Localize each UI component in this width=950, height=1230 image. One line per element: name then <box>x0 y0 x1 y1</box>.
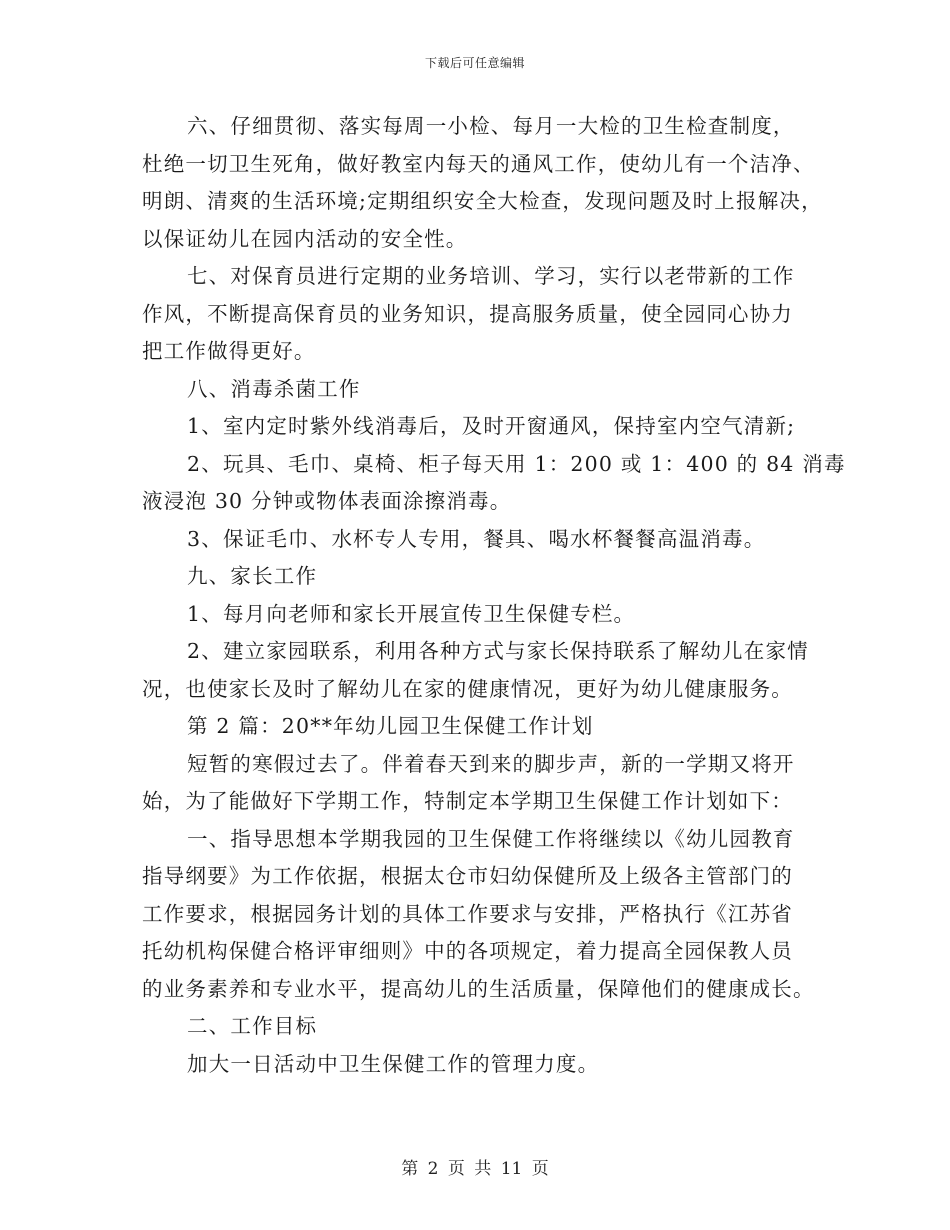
text-line: 1、每月向老师和家长开展宣传卫生保健专栏。 <box>187 601 636 626</box>
text-line: 九、家长工作 <box>187 564 318 588</box>
text-line: 七、对保育员进行定期的业务培训、学习，实行以老带新的工作 <box>187 264 795 288</box>
text-line: 3、保证毛巾、水杯专人专用，餐具、喝水杯餐餐高温消毒。 <box>187 526 766 551</box>
page-footer: 第 2 页 共 11 页 <box>401 1159 549 1179</box>
text-line: 第 2 篇：20**年幼儿园卫生保健工作计划 <box>187 714 594 738</box>
text-line: 指导纲要》为工作依据，根据太仓市妇幼保健所及上级各主管部门的 <box>142 864 793 888</box>
text-line: 八、消毒杀菌工作 <box>187 376 361 401</box>
text-line: 工作要求，根据园务计划的具体工作要求与安排，严格执行《江苏省 <box>142 901 793 926</box>
text-line: 托幼机构保健合格评审细则》中的各项规定，着力提高全园保教人员 <box>142 939 793 963</box>
text-line: 明朗、清爽的生活环境;定期组织安全大检查，发现问题及时上报解决， <box>142 189 823 213</box>
text-line: 始，为了能做好下学期工作，特制定本学期卫生保健工作计划如下： <box>142 789 793 813</box>
text-line: 六、仔细贯彻、落实每周一小检、每月一大检的卫生检查制度， <box>187 114 795 138</box>
text-line: 作风，不断提高保育员的业务知识，提高服务质量，使全园同心协力 <box>142 301 793 326</box>
text-line: 二、工作目标 <box>187 1014 318 1038</box>
text-line: 液浸泡 30 分钟或物体表面涂擦消毒。 <box>142 489 512 513</box>
text-line: 况，也使家长及时了解幼儿在家的健康情况，更好为幼儿健康服务。 <box>142 676 793 701</box>
text-line: 2、玩具、毛巾、桌椅、柜子每天用 1：200 或 1：400 的 84 消毒 <box>187 451 846 476</box>
text-line: 2、建立家园联系，利用各种方式与家长保持联系了解幼儿在家情 <box>187 639 809 663</box>
text-line: 短暂的寒假过去了。伴着春天到来的脚步声，新的一学期又将开 <box>187 751 795 776</box>
text-line: 一、指导思想本学期我园的卫生保健工作将继续以《幼儿园教育 <box>187 826 795 851</box>
text-line: 的业务素养和专业水平，提高幼儿的生活质量，保障他们的健康成长。 <box>142 976 815 1001</box>
document-body <box>142 108 846 1083</box>
header-note: 下载后可任意编辑 <box>424 56 525 70</box>
text-line: 加大一日活动中卫生保健工作的管理力度。 <box>187 1051 600 1076</box>
text-line: 把工作做得更好。 <box>142 339 316 363</box>
text-line: 1、室内定时紫外线消毒后，及时开窗通风，保持室内空气清新; <box>187 414 796 438</box>
text-line: 以保证幼儿在园内活动的安全性。 <box>142 226 468 251</box>
text-line: 杜绝一切卫生死角，做好教室内每天的通风工作，使幼儿有一个洁净、 <box>142 151 815 176</box>
